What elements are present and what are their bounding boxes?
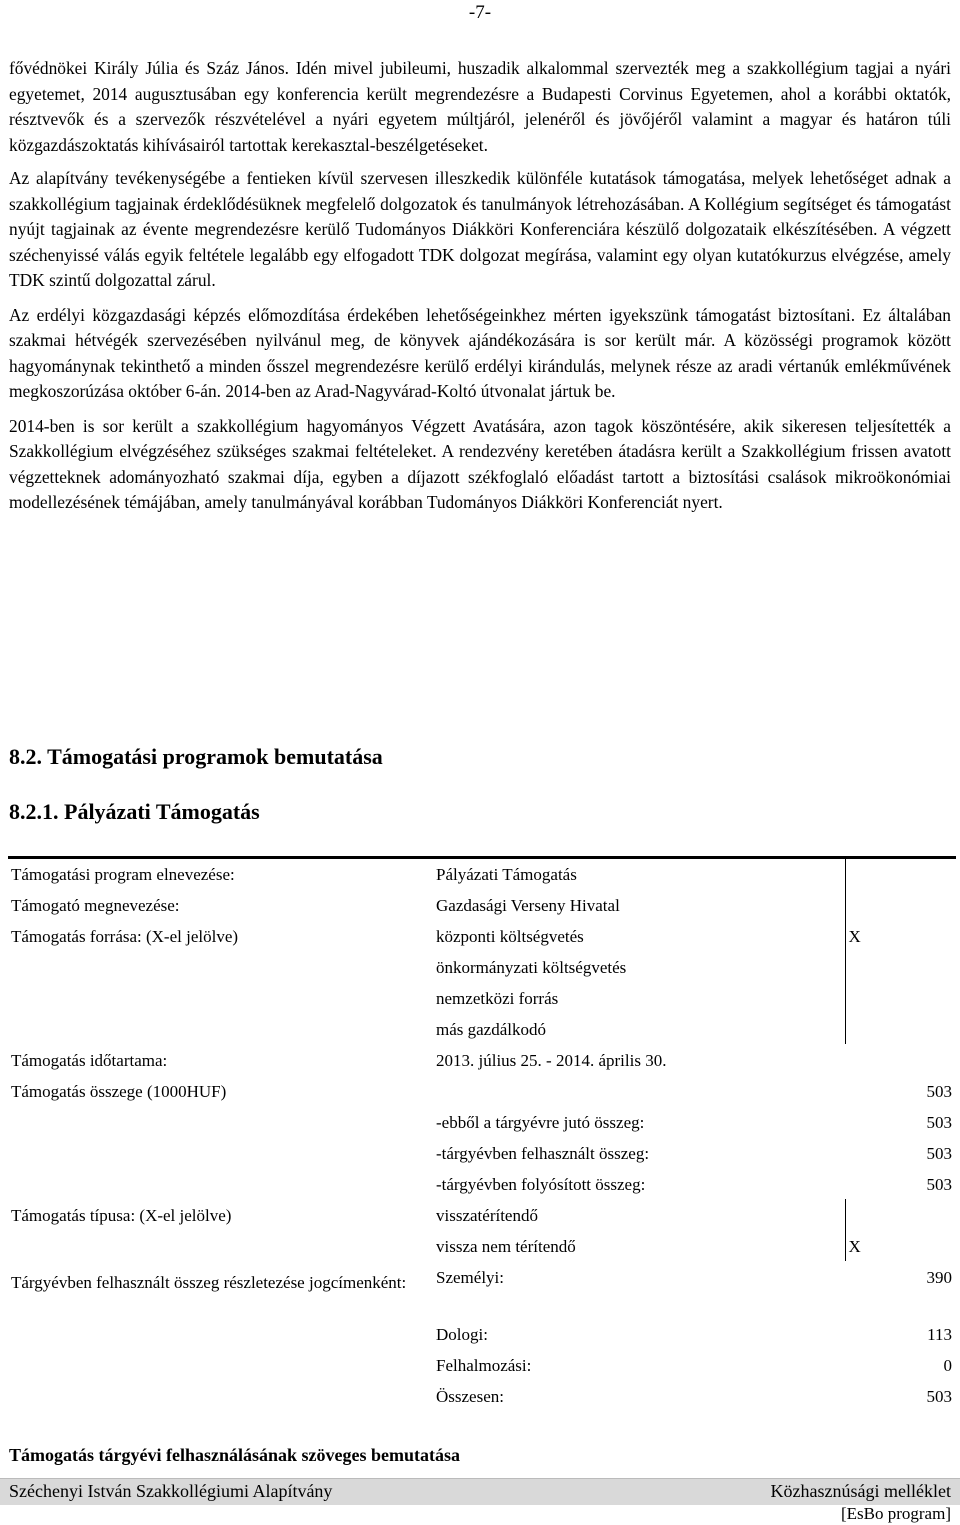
table-row [8,858,956,889]
amount-used-value: 503 [926,1143,952,1163]
table-row [8,951,956,982]
amount-label: Támogatás összege (1000HUF) [11,1081,227,1101]
source-local: önkormányzati költségvetés [433,951,845,982]
paragraph-2: Az alapítvány tevékenységébe a fentieken kívül szervesen illeszkedik különféle kutatások támogatása, melyek lehetőséget adnak a szakkollégium tagjainak érdeklődésüknek megfelelő dolgozatok és tanulmányok létrehozásában. A Kollégium segítséget és támogatást nyújt tagjainak az évente megrendezésre kerülő Tudományos Diákköri Konferenciára készülő dolgozataik elkészítésében. A végzett széchenyissé válás egyik feltétele legalább egy elfogadott TDK dolgozat megírása, valamint egy olyan kutatókurzus elvégzése, amely TDK szintű dolgozattal zárul. [9,168,951,290]
amount-year-value: 503 [926,1112,952,1132]
body-text [9,56,951,525]
source-international: nemzetközi forrás [433,982,845,1013]
program-name-label: Támogatási program elnevezése: [8,858,433,889]
source-other: más gazdálkodó [433,1013,845,1044]
table-row [8,1199,956,1230]
personal-value: 390 [926,1267,952,1287]
program-name-value: Pályázati Támogatás [433,858,845,889]
amount-paid-value: 503 [926,1174,952,1194]
table-row [8,1137,956,1168]
table-row [8,982,956,1013]
amount-year-label: -ebből a tárgyévre jutó összeg: [436,1112,645,1132]
footer-program: [EsBo program] [840,1504,951,1523]
paragraph-3: Az erdélyi közgazdasági képzés előmozdítása érdekében lehetőségeinkhez mérten igyekszünk támogatást biztosítani. Ez általában szakmai hétvégék szervezésében nyilvánul meg, de könyvek ajándékozására is sor került már. A közösségi programok között hagyománynak tekinthető a minden ősszel megrendezésre kerülő erdélyi kirándulás, melynek része az aradi vértanúk emlékművének megkoszorúzása október 6-án. 2014-ben az Arad-Nagyvárad-Koltó útvonalat jártuk be. [9,304,951,401]
table-row [8,889,956,920]
table-row [8,920,956,951]
type-refundable: visszatérítendő [433,1199,845,1230]
table-row [8,1044,956,1075]
supporter-label: Támogató megnevezése: [11,895,180,915]
table-row [8,1230,956,1261]
source-label: Támogatás forrása: (X-el jelölve) [11,926,239,946]
page-number: -7- [468,2,492,23]
source-central-mark: X [848,926,861,946]
type-nonrefundable-mark: X [848,1236,861,1256]
support-table [8,856,956,1411]
subsection-heading: 8.2.1. Pályázati Támogatás [9,799,260,824]
duration-label: Támogatás időtartama: [11,1050,168,1070]
section-heading: 8.2. Támogatási programok bemutatása [9,744,383,769]
table-row [8,1349,956,1380]
table-row [8,1380,956,1411]
source-central: központi költségvetés [433,920,845,951]
capital-value: 0 [943,1355,952,1375]
material-value: 113 [927,1324,952,1344]
footer-annex-title: Közhasznúsági melléklet [770,1481,951,1501]
table-row [8,1106,956,1137]
breakdown-label: Tárgyévben felhasznált összeg részletezése jogcímenként: [11,1272,407,1292]
duration-value: 2013. július 25. - 2014. április 30. [436,1050,667,1070]
total-label: Összesen: [436,1386,504,1406]
footer-organization: Széchenyi István Szakkollégiumi Alapítvány [9,1481,333,1501]
supporter-value: Gazdasági Verseny Hivatal [433,889,845,920]
table-row [8,1168,956,1199]
table-row [8,1261,956,1292]
table-row [8,1075,956,1106]
type-nonrefundable: vissza nem térítendő [433,1230,845,1261]
summary-heading: Támogatás tárgyévi felhasználásának szöveges bemutatása [9,1445,460,1465]
total-value: 503 [926,1386,952,1406]
amount-value: 503 [926,1081,952,1101]
capital-label: Felhalmozási: [436,1355,532,1375]
paragraph-4: 2014-ben is sor került a szakkollégium hagyományos Végzett Avatására, azon tagok köszöntésére, akik sikeresen teljesítették a Szakkollégium elvégzéséhez szükséges szakmai feltételeket. A rendezvény keretében átadásra került a Szakkollégium frissen avatott végzetteknek adományozható szakmai díja, egyben a díjazott székfoglaló előadást tartott a biztosítási csalások mikroökonómiai modellezésének témájában, amely tanulmányával korábban Tudományos Diákköri Konferenciát nyert. [9,415,951,512]
paragraph-1: fővédnökei Király Júlia és Száz János. Idén mivel jubileumi, huszadik alkalommal szervezték meg a szakkollégium tagjai a nyári egyetemet, 2014 augusztusában egy konferencia került megrendezésre a Budapesti Corvinus Egyetemen, ahol a korábbi oktatók, résztvevők és a szervezők részvételével a nyári egyetem múltjáról, jelenéről és jövőjéről valamint a magyar és határon túli közgazdászoktatás kihívásairól tartottak kerekasztal-beszélgetéseket. [9,58,951,155]
personal-label: Személyi: [436,1267,504,1287]
material-label: Dologi: [436,1324,488,1344]
amount-used-label: -tárgyévben felhasznált összeg: [436,1143,650,1163]
table-row [8,1318,956,1349]
table-row [8,1013,956,1044]
type-label: Támogatás típusa: (X-el jelölve) [11,1205,232,1225]
amount-paid-label: -tárgyévben folyósított összeg: [436,1174,646,1194]
